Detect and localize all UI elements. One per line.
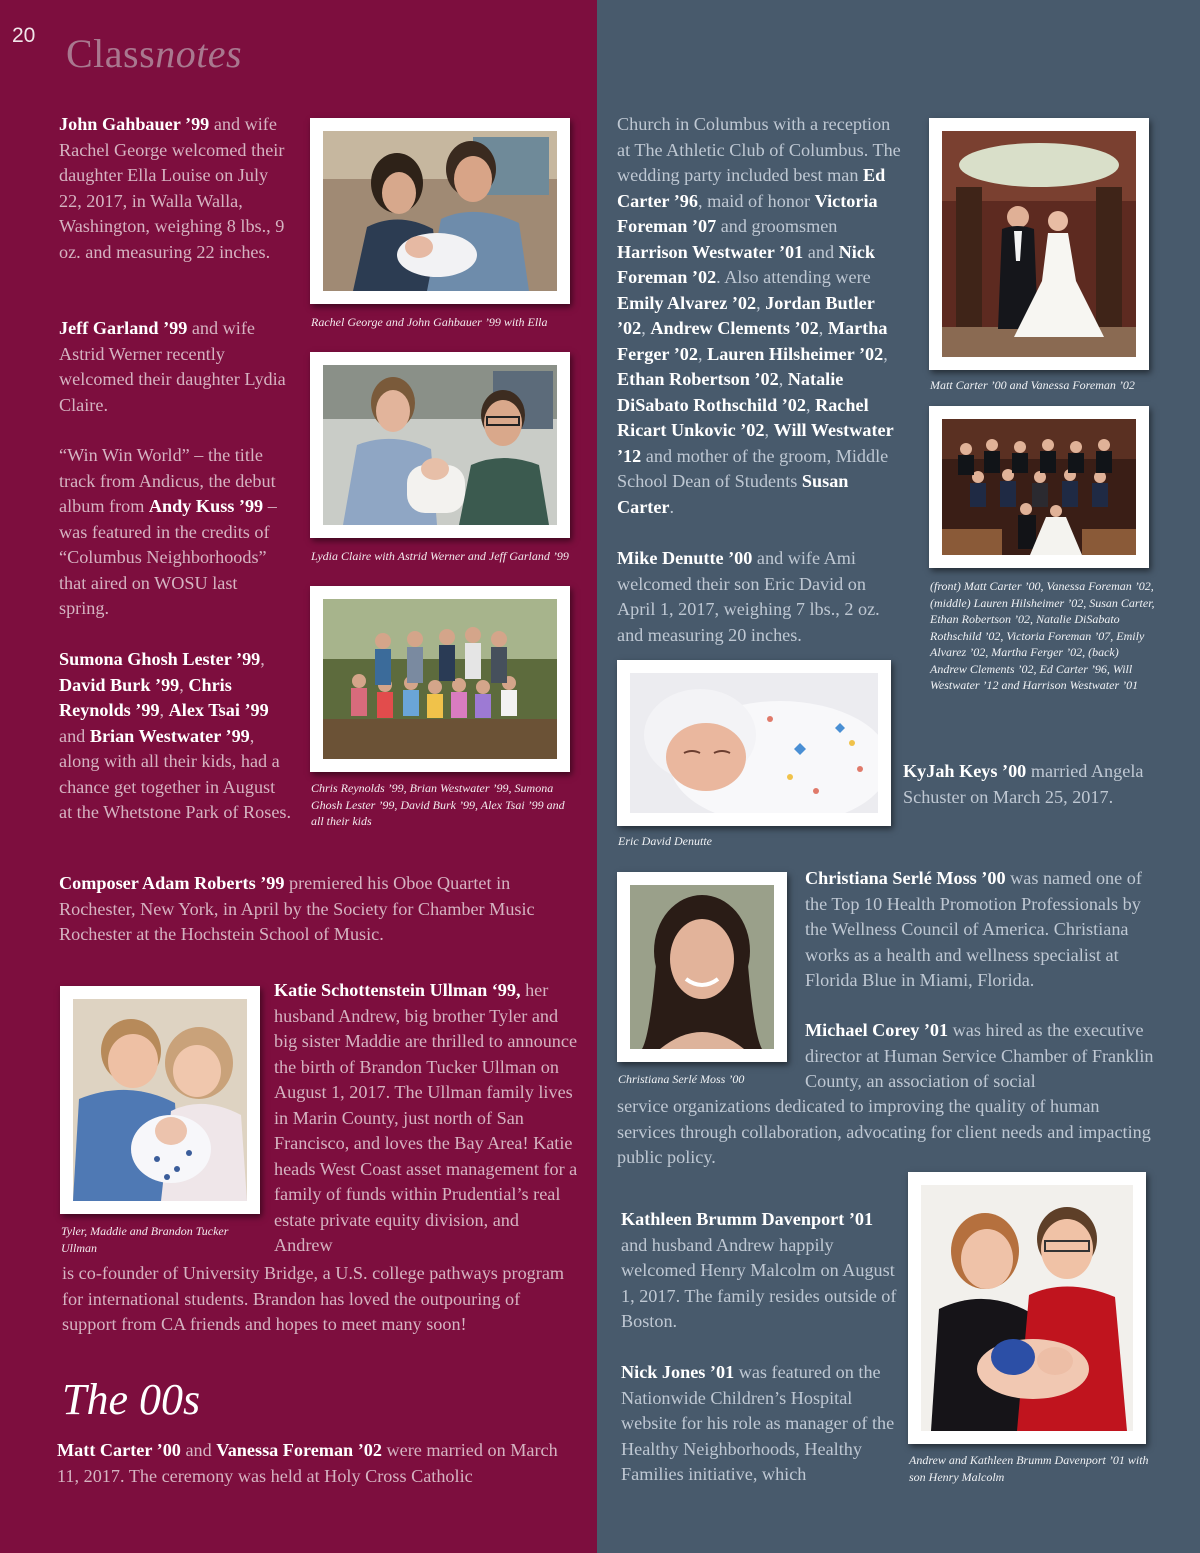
separator: , xyxy=(764,420,774,440)
photo-christiana-moss xyxy=(617,872,787,1062)
photo-image xyxy=(630,885,774,1049)
note-text: and xyxy=(803,241,839,262)
photo-carter-foreman-couple xyxy=(929,118,1149,370)
alumni-name: Ed Carter ’96 xyxy=(617,165,886,211)
note-carter-foreman-wedding xyxy=(57,1438,572,1489)
alumni-name: Matt Carter ’00 xyxy=(57,1440,181,1460)
alumni-name: Jordan Butler ’02 xyxy=(617,292,875,338)
separator: and xyxy=(180,1440,217,1460)
separator: , xyxy=(697,343,708,364)
photo-caption: (front) Matt Carter ’00, Vanessa Foreman ’02, (middle) Lauren Hilsheimer ’02, Susan Carter, Ethan Robertson ’02, Natalie DiSabato Rothschild ’02, Victoria Foreman ’07, Emily Alvarez ’02, Martha Ferger ’02, (back) Andrew Clements ’02, Ed Carter ’96, Will Westwater ’12 and Harrison Westwater ’01 xyxy=(930,579,1155,692)
photo-caption: Tyler, Maddie and Brandon Tucker Ullman xyxy=(61,1224,229,1255)
note-text: premiered his Oboe Quartet in Rochester, New York, in April by the Society for Chamber Music Rochester at the Hochstein School of Music. xyxy=(59,873,535,944)
note-text: married Angela Schuster on March 25, 2017. xyxy=(903,761,1144,807)
photo-eric-denutte xyxy=(617,660,891,826)
note-text: was named one of the Top 10 Health Promotion Professionals by the Wellness Council of America. Christiana works as a health and wellness specialist at Florida Blue in Miami, Florida. xyxy=(805,868,1142,990)
note-text: was hired as the executive director at Human Service Chamber of Franklin County, an association of social xyxy=(805,1020,1154,1091)
separator: , xyxy=(756,292,766,313)
alumni-name: Chris Reynolds ’99 xyxy=(59,674,232,720)
alumni-name: Victoria Foreman ’07 xyxy=(617,190,878,236)
note-text: and groomsmen xyxy=(716,216,838,236)
note-kathleen-davenport xyxy=(621,1207,901,1335)
alumni-name: Katie Schottenstein Ullman ‘99, xyxy=(274,980,521,1000)
separator: , xyxy=(260,649,265,669)
alumni-name: Emily Alvarez ’02 xyxy=(617,292,757,313)
note-katie-ullman-continued: is co-founder of University Bridge, a U.S. college pathways program for international students. Brandon has loved the outpouring of support from CA friends and hopes to meet many soon! xyxy=(62,1263,565,1334)
separator: , xyxy=(159,700,169,720)
note-kyjah-keys xyxy=(903,759,1153,810)
alumni-name: Natalie DiSabato Rothschild ’02 xyxy=(617,369,844,415)
photo-gahbauer-family xyxy=(310,118,570,304)
note-text: and husband Andrew happily welcomed Henry Malcolm on August 1, 2017. The family resides outside of Boston. xyxy=(621,1234,897,1331)
note-adam-roberts xyxy=(59,871,571,948)
alumni-name: Will Westwater ’12 xyxy=(617,420,894,466)
alumni-name: David Burk ’99 xyxy=(59,674,180,695)
note-text: , along with all their kids, had a chance get together in August at the Whetstone Park of Roses. xyxy=(59,725,292,822)
alumni-name: Michael Corey ’01 xyxy=(805,1020,949,1040)
separator: , xyxy=(818,318,828,338)
photo-caption: Chris Reynolds ’99, Brian Westwater ’99, Sumona Ghosh Lester ’99, David Burk ’99, Alex Tsai ’99 and all their kids xyxy=(311,781,565,828)
page-title-notes: notes xyxy=(155,31,243,76)
alumni-name: Martha Ferger ’02 xyxy=(617,318,888,364)
alumni-name: Susan Carter xyxy=(617,471,849,517)
note-text: and mother of the groom, Middle School Dean of Students xyxy=(617,445,889,491)
note-text: Church in Columbus with a reception at The Athletic Club of Columbus. The wedding party included best man xyxy=(617,114,901,185)
photo-davenport-family xyxy=(908,1172,1146,1444)
alumni-name: Vanessa Foreman ’02 xyxy=(216,1440,382,1460)
note-mike-denutte xyxy=(617,546,907,648)
alumni-name: Harrison Westwater ’01 xyxy=(617,241,804,262)
separator: and xyxy=(59,725,90,746)
alumni-name: Mike Denutte ’00 xyxy=(617,548,753,568)
separator: , xyxy=(883,343,888,364)
note-carter-foreman-wedding-continued xyxy=(617,112,907,520)
note-text: and wife Astrid Werner recently welcomed their daughter Lydia Claire. xyxy=(59,318,286,415)
page-number: 20 xyxy=(12,24,36,47)
photo-image xyxy=(630,673,878,813)
alumni-name: Brian Westwater ’99 xyxy=(89,725,250,746)
note-text: her husband Andrew, big brother Tyler and big sister Maddie are thrilled to announce the birth of Brandon Tucker Ullman on August 1, 2017. The Ullman family lives in Marin County, just north of San Francisco, and loves the Bay Area! Katie heads West Coast asset management for a family of funds within Prudential’s real estate private equity division, and Andrew xyxy=(274,980,578,1255)
alumni-name: Sumona Ghosh Lester ’99 xyxy=(59,649,261,669)
note-class-99-reunion xyxy=(59,647,291,826)
alumni-name: Andy Kuss ’99 xyxy=(148,496,264,516)
alumni-name: Lauren Hilsheimer ’02 xyxy=(707,343,884,364)
photo-image xyxy=(323,365,557,525)
note-text: and wife Rachel George welcomed their daughter Ella Louise on July 22, 2017, in Walla Walla, Washington, weighing 8 lbs., 9 oz. and measuring 22 inches. xyxy=(59,114,285,262)
alumni-name: Jeff Garland ’99 xyxy=(59,318,188,338)
alumni-name: Christiana Serlé Moss ’00 xyxy=(805,868,1006,888)
separator: , xyxy=(778,369,788,389)
note-michael-corey-continued: service organizations dedicated to improving the quality of human services through collaboration, advocating for client needs and impacting public policy. xyxy=(617,1096,1151,1167)
note-christiana-moss xyxy=(805,866,1155,994)
page-title-class: Class xyxy=(66,31,156,76)
note-andy-kuss xyxy=(59,443,291,622)
note-text: were married on March 11, 2017. The ceremony was held at Holy Cross Catholic xyxy=(57,1440,558,1486)
alumni-name: Kathleen Brumm Davenport ’01 xyxy=(621,1209,874,1229)
photo-wedding-party xyxy=(929,406,1149,568)
note-text: . Also attending were xyxy=(716,267,871,287)
photo-ullman-children xyxy=(60,986,260,1214)
note-nick-jones xyxy=(621,1360,901,1488)
separator: , xyxy=(179,674,189,695)
alumni-name: Alex Tsai ’99 xyxy=(168,700,269,720)
photo-image xyxy=(323,599,557,759)
alumni-name: KyJah Keys ’00 xyxy=(903,761,1027,781)
photo-caption: Eric David Denutte xyxy=(618,834,712,848)
note-jeff-garland xyxy=(59,316,291,418)
photo-caption: Andrew and Kathleen Brumm Davenport ’01 with son Henry Malcolm xyxy=(909,1453,1149,1484)
photo-image xyxy=(323,131,557,291)
alumni-name: Nick Foreman ’02 xyxy=(617,241,875,287)
note-text: and wife Ami welcomed their son Eric David on April 1, 2017, weighing 7 lbs., 2 oz. and measuring 20 inches. xyxy=(617,548,880,645)
photo-garland-family xyxy=(310,352,570,538)
note-text: “Win Win World” – the title track from Andicus, the debut album from xyxy=(59,445,276,516)
photo-class-99-reunion xyxy=(310,586,570,772)
photo-image xyxy=(921,1185,1133,1431)
alumni-name: Ethan Robertson ’02 xyxy=(617,369,779,389)
page-title xyxy=(66,30,242,77)
separator: . xyxy=(669,496,675,517)
alumni-name: Andrew Clements ’02 xyxy=(650,318,819,338)
note-text: was featured on the Nationwide Children’s Hospital website for his role as manager of the Healthy Neighborhoods, Healthy Families initiative, which xyxy=(621,1362,895,1484)
photo-caption: Rachel George and John Gahbauer ’99 with Ella xyxy=(311,315,548,329)
note-text: , maid of honor xyxy=(697,190,815,211)
photo-image xyxy=(942,419,1136,555)
separator: , xyxy=(805,394,816,415)
photo-caption: Christiana Serlé Moss ’00 xyxy=(618,1072,745,1086)
note-michael-corey xyxy=(805,1018,1155,1095)
photo-image xyxy=(942,131,1136,357)
photo-image xyxy=(73,999,247,1201)
photo-caption: Matt Carter ’00 and Vanessa Foreman ’02 xyxy=(930,378,1135,392)
separator: , xyxy=(641,318,651,338)
note-john-gahbauer xyxy=(59,112,291,265)
photo-caption: Lydia Claire with Astrid Werner and Jeff Garland ’99 xyxy=(311,549,569,563)
note-katie-ullman xyxy=(274,978,580,1259)
alumni-name: Nick Jones ’01 xyxy=(621,1362,735,1382)
alumni-name: Composer Adam Roberts ’99 xyxy=(59,873,285,893)
alumni-name: John Gahbauer ’99 xyxy=(59,114,210,134)
note-text: – was featured in the credits of “Columbus Neighborhoods” that aired on WOSU last spring. xyxy=(59,496,277,618)
alumni-name: Rachel Ricart Unkovic ’02 xyxy=(617,394,869,440)
section-heading: The 00s xyxy=(62,1375,201,1424)
